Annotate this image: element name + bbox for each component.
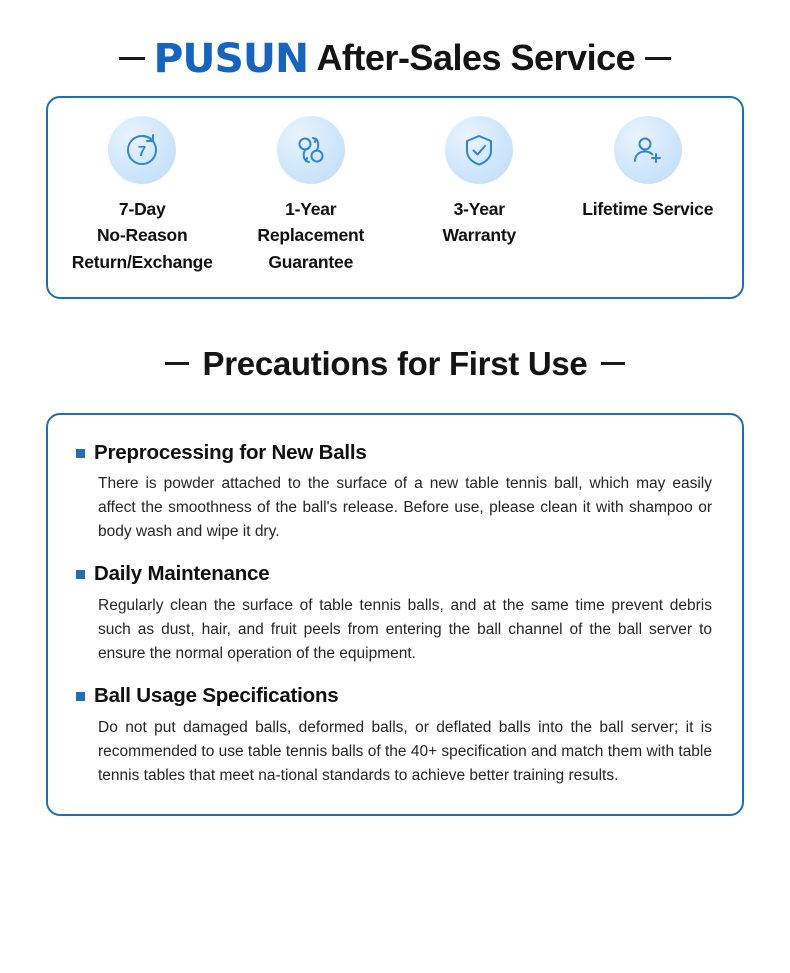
precaution-heading bbox=[76, 441, 712, 466]
lifetime-service-person-icon bbox=[614, 116, 682, 184]
precaution-item bbox=[76, 441, 712, 545]
precaution-body: There is powder attached to the surface of a new table tennis ball, which may easily affect the smoothness of the ball's release. Before use, please clean it with shampoo or body wash and wipe it dry. bbox=[98, 475, 712, 541]
page-title: After-Sales Service bbox=[316, 37, 636, 78]
after-sales-service-card bbox=[46, 96, 744, 299]
warranty-shield-icon bbox=[445, 116, 513, 184]
replacement-arrows-icon bbox=[277, 116, 345, 184]
header-dash-left bbox=[119, 57, 145, 60]
svg-text:7: 7 bbox=[138, 143, 147, 160]
square-bullet-icon bbox=[76, 692, 85, 701]
precaution-title: Preprocessing for New Balls bbox=[94, 440, 367, 464]
service-item-warranty bbox=[395, 116, 564, 249]
precaution-item bbox=[76, 562, 712, 666]
precaution-item bbox=[76, 684, 712, 788]
service-item-return bbox=[58, 116, 227, 275]
precaution-heading bbox=[76, 684, 712, 709]
service-label-lifetime: Lifetime Service bbox=[582, 199, 714, 219]
square-bullet-icon bbox=[76, 570, 85, 579]
precaution-title: Daily Maintenance bbox=[94, 562, 270, 586]
service-label-warranty: 3-Year Warranty bbox=[442, 199, 517, 246]
precaution-body: Regularly clean the surface of table tennis balls, and at the same time prevent debris such as dust, hair, and fruit peels from entering the ball channel of the ball server to ensure the normal operation of the equipment. bbox=[98, 596, 712, 663]
page-header bbox=[0, 0, 790, 96]
precautions-section-title bbox=[0, 345, 790, 383]
square-bullet-icon bbox=[76, 449, 85, 458]
seven-day-clock-icon bbox=[108, 116, 176, 184]
precaution-heading bbox=[76, 562, 712, 587]
precautions-card bbox=[46, 413, 744, 816]
section-title-text: Precautions for First Use bbox=[202, 344, 588, 382]
brand-logo: PUSUN bbox=[153, 36, 308, 82]
service-label-replacement: 1-Year Replacement Guarantee bbox=[257, 199, 365, 272]
section-dash-right bbox=[601, 362, 625, 365]
service-label-return: 7-Day No-Reason Return/Exchange bbox=[71, 199, 213, 272]
service-item-replacement bbox=[227, 116, 396, 275]
precaution-body: Do not put damaged balls, deformed balls, or deflated balls into the ball server; it is recommended to use table tennis balls of the 40+ specification and match them with table tennis tables that meet na-tional standards to achieve better training results. bbox=[98, 718, 712, 784]
precaution-title: Ball Usage Specifications bbox=[94, 684, 339, 708]
service-item-lifetime bbox=[564, 116, 733, 222]
header-dash-right bbox=[645, 57, 671, 60]
section-dash-left bbox=[165, 362, 189, 365]
